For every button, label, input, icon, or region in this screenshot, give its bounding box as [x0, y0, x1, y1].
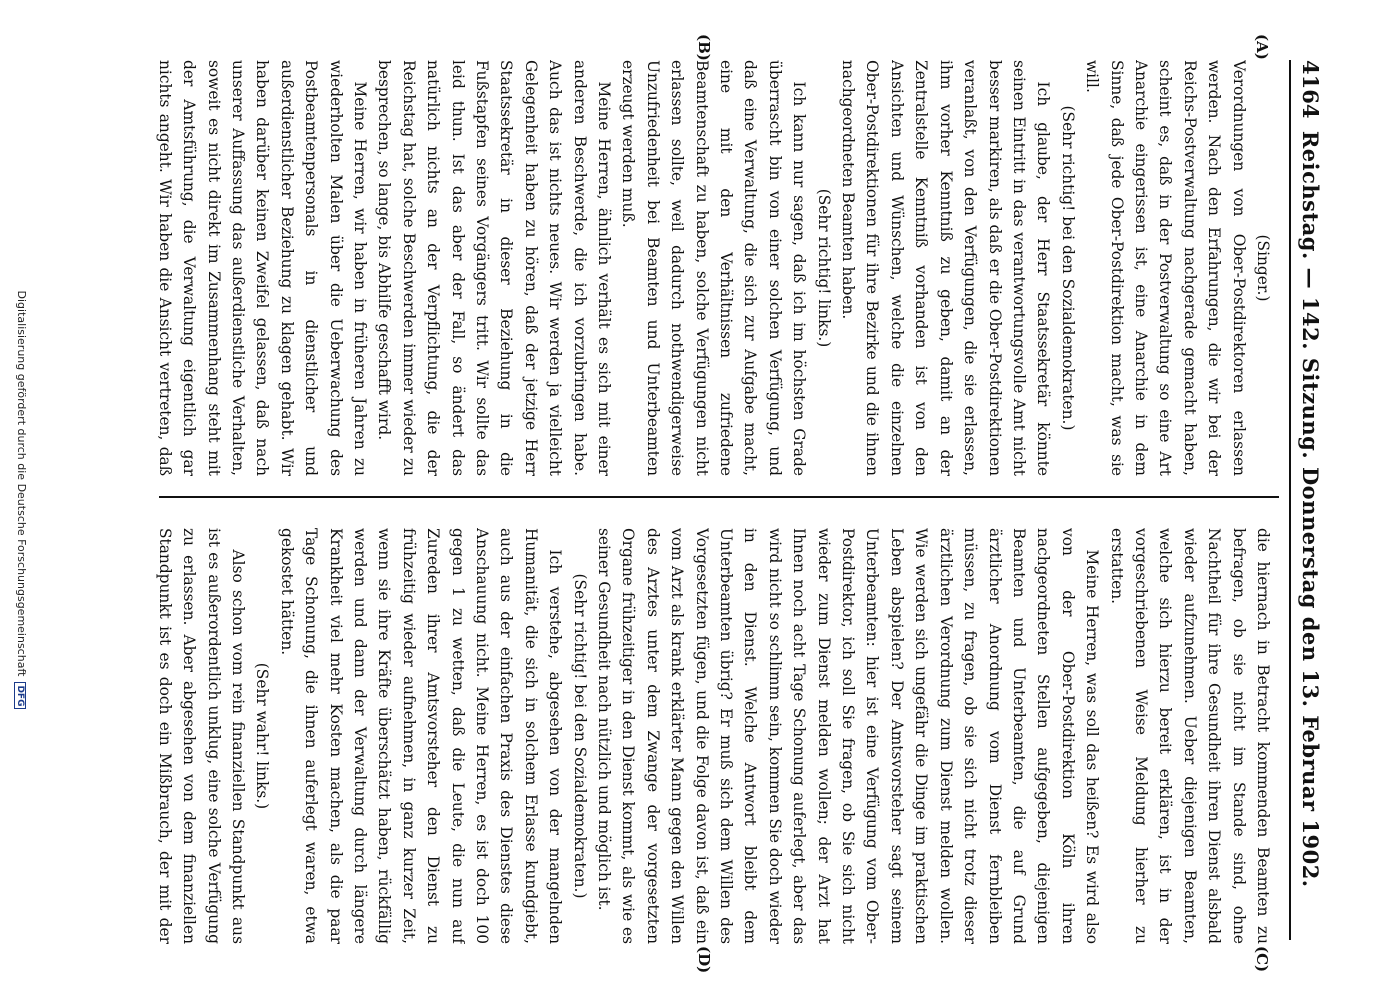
page-header — [1289, 60, 1331, 940]
margin-label-c: (C) — [1253, 946, 1271, 973]
interjection: (Sehr wahr! links.) — [253, 662, 272, 810]
paragraph: Ich glaube, der Herr Staatssekretär könnte seinen Eintritt in das verantwortungsvolle Amt nicht besser markiren, als daß er die Ober-Postdirektionen veranlaßt, von den Verfügungen, die sie erlassen, ihm vorher Kenntniß zu geben, damit an der Zentralstelle Kenntniß vorhanden ist von den Ansichten und Wünschen, welche die einzelnen Ober-Postdirektionen für ihre Bezirke und die ihnen nachgeordneten Beamten haben. — [839, 60, 1053, 476]
paragraph: Meine Herren, ähnlich verhält es sich mit einer anderen Beschwerde, die ich vorzubringen habe. Auch das ist nichts neues. Wir werden ja vielleicht Gelegenheit haben zu hören, daß der jetzige Herr Staatssekretär in dieser Beziehung in die Fußstapfen seines Vorgängers tritt. Wir sollte das leid thun. Ist das aber der Fall, so ändert das natürlich nichts an der Verpflichtung, die der Reichstag hat, solche Beschwerden immer wieder zu besprechen, so lange, bis Abhilfe geschafft wird. — [375, 60, 614, 476]
text-column-right — [155, 528, 1275, 944]
paragraph: Verordnungen von Ober-Postdirektoren erlassen werden. Nach den Erfahrungen, die wir bei der Reichs-Postverwaltung nachgerade gemacht haben, scheint es, daß in der Postverwaltung so eine Art Anarchie eingerissen ist, eine Anarchie in dem Sinne, daß jede Ober-Postdirektion macht, was sie will. — [1083, 60, 1248, 476]
paragraph: Ich verstehe, abgesehen von der mangelnden Humanität, die sich in solchem Erlasse kundgiebt, auch aus der einfachen Praxis des Dienstes diese Anschauung nicht. Meine Herren, es ist doch 100 gegen 1 zu wetten, daß die Leute, die nun auf Zureden ihrer Amtsvorsteher den Dienst zu frühzeitig wieder aufnehmen, in ganz kurzer Zeit, wenn sie ihre Kräfte überschätzt haben, rückfällig werden und dann der Verwaltung durch längere Krankheit viel mehr Kosten machen, als die paar Tage Schonung, die ihnen auferlegt waren, etwa gekostet hätten. — [277, 528, 565, 944]
footer-credit — [14, 0, 28, 1000]
paragraph: die hiernach in Betracht kommenden Beamten zu befragen, ob sie nicht im Stande sind, ohne Nachtheil für ihre Gesundheit ihren Dienst alsbald wieder aufzunehmen. Ueber diejenigen Beamten, welche sich hierzu bereit erklären, ist in der vorgeschriebenen Weise Meldung hierher zu erstatten. — [1107, 528, 1272, 944]
paragraph: Also schon vom rein finanziellen Standpunkt aus ist es außerordentlich unklug, eine solche Verfügung zu erlassen. Aber abgesehen von dem finanziellen Standpunkt ist es doch ein Mißbrauch, der mit der — [155, 528, 247, 944]
footer-text: Digitalisierung gefördert durch die Deutsche Forschungsgemeinschaft — [15, 290, 28, 677]
running-title: Reichstag. — 142. Sitzung. Donnerstag den 13. Februar 1902. — [1298, 130, 1324, 888]
margin-label-a: (A) — [1253, 34, 1271, 60]
paragraph: Meine Herren, wir haben in früheren Jahren zu wiederholten Malen über die Ueberwachung des Postbeamtenpersonals in dienstlicher und außerdienstlicher Beziehung zu klagen gehabt. Wir haben darüber keinen Zweifel gelassen, daß nach unserer Auffassung das außerdienstliche Verhalten, soweit es nicht direkt im Zusammenhang steht mit der Amtsführung, die Verwaltung eigentlich gar nichts angeht. Wir haben die Ansicht vertreten, daß — [155, 60, 369, 476]
text-column-left — [155, 60, 1275, 476]
interjection: (Sehr richtig! bei den Sozialdemokraten.) — [1058, 105, 1077, 431]
interjection: (Singer.) — [1254, 234, 1272, 302]
column-divider — [159, 496, 1279, 498]
dfg-logo: DFG — [14, 682, 26, 709]
paragraph: Ich kann nur sagen, daß ich im höchsten Grade überrascht bin von einer solchen Verfügung, und daß eine Verwaltung, die sich zur Aufgabe macht, eine mit den Verhältnissen zufriedene Beamtenschaft zu haben, solche Verfügungen nicht erlassen sollte, weil dadurch nothwendigerweise Unzufriedenheit bei Beamten und Unterbeamten erzeugt werden muß. — [619, 60, 809, 476]
margin-label-b: (B) — [695, 34, 713, 61]
margin-label-d: (D) — [695, 946, 713, 974]
interjection: (Sehr richtig! links.) — [814, 188, 833, 348]
interjection: (Sehr richtig! bei den Sozialdemokraten.) — [570, 573, 589, 899]
page-number: 4164 — [1298, 60, 1324, 119]
paragraph: Meine Herren, was soll das heißen? Es wird also von der Ober-Postdirektion Köln ihren nachgeordneten Stellen aufgegeben, diejenigen Beamten und Unterbeamten, die auf Grund ärztlicher Anordnung vom Dienst fernbleiben müssen, zu fragen, ob sie sich nicht trotz dieser ärztlichen Verordnung zum Dienst melden wollen. Wie werden sich ungefähr die Dinge im praktischen Leben abspielen? Der Amtsvorsteher sagt seinem Unterbeamten: hier ist eine Verfügung vom Ober-Postdirektor, ich soll Sie fragen, ob Sie sich nicht wieder zum Dienst melden wollen; der Arzt hat Ihnen noch acht Tage Schonung auferlegt, aber das wird nicht so schlimm sein, kommen Sie doch wieder in den Dienst. Welche Antwort bleibt dem Unterbeamten übrig? Er muß sich dem Willen des Vorgesetzten fügen, und die Folge davon ist, daß ein vom Arzt als krank erklärter Mann gegen den Willen des Arztes unter dem Zwange der vorgesetzten Organe frühzeitiger in den Dienst kommt, als wie es seiner Gesundheit nach nützlich und möglich ist. — [595, 528, 1102, 944]
